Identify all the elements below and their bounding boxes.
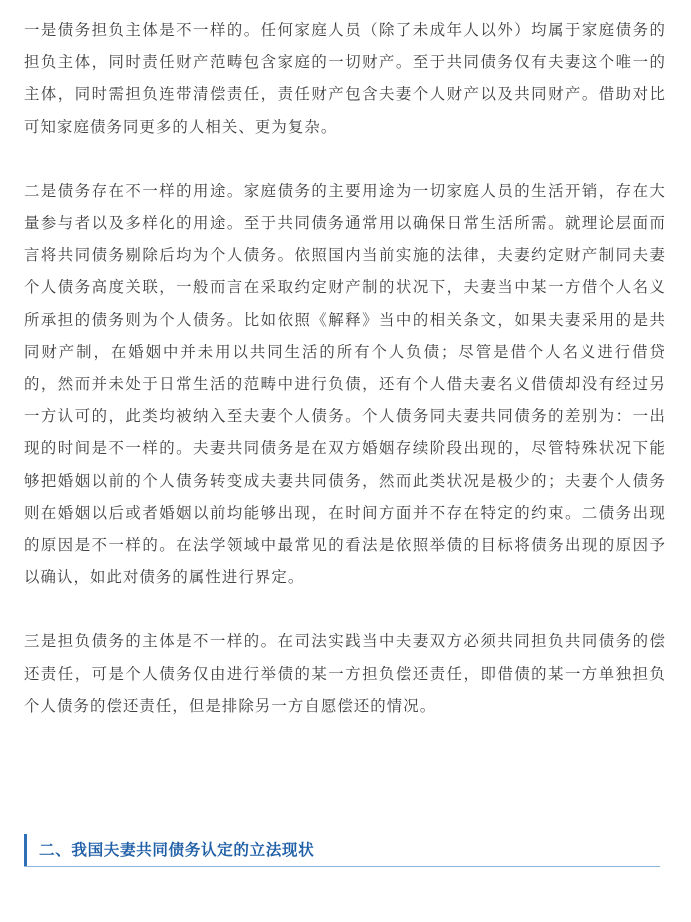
paragraph-three: 三是担负债务的主体是不一样的。在司法实践当中夫妻双方必须共同担负共同债务的偿还责任，可是个人债务仅由进行举债的某一方担负偿还责任，即借债的某一方单独担负个人债务的偿还责任，但是排除另一方自愿偿还的情况。 [24, 632, 666, 715]
section-heading [24, 834, 660, 867]
heading-accent-bar [24, 834, 27, 866]
paragraph-one: 一是债务担负主体是不一样的。任何家庭人员（除了未成年人以外）均属于家庭债务的担负主体，同时责任财产范畴包含家庭的一切财产。至于共同债务仅有夫妻这个唯一的主体，同时需担负连带清偿责任，责任财产包含夫妻个人财产以及共同财产。借助对比可知家庭债务同更多的人相关、更为复杂。 [24, 21, 666, 136]
section-heading-text: 二、我国夫妻共同债务认定的立法现状 [39, 841, 315, 859]
article-body [24, 14, 666, 722]
paragraph-two: 二是债务存在不一样的用途。家庭债务的主要用途为一切家庭人员的生活开销，存在大量参与者以及多样化的用途。至于共同债务通常用以确保日常生活所需。就理论层面而言将共同债务剔除后均为个人债务。依照国内当前实施的法律，夫妻约定财产制同夫妻个人债务高度关联，一般而言在采取约定财产制的状况下，夫妻当中某一方借个人名义所承担的债务则为个人债务。比如依照《解释》当中的相关条文，如果夫妻采用的是共同财产制，在婚姻中并未用以共同生活的所有个人负债；尽管是借个人名义进行借贷的，然而并未处于日常生活的范畴中进行负债，还有个人借夫妻名义借债却没有经过另一方认可的，此类均被纳入至夫妻个人债务。个人债务同夫妻共同债务的差别为：一出现的时间是不一样的。夫妻共同债务是在双方婚姻存续阶段出现的，尽管特殊状况下能够把婚姻以前的个人债务转变成夫妻共同债务，然而此类状况是极少的；夫妻个人债务则在婚姻以后或者婚姻以前均能够出现，在时间方面并不存在特定的约束。二债务出现的原因是不一样的。在法学领域中最常见的看法是依照举债的目标将债务出现的原因予以确认，如此对债务的属性进行界定。 [24, 181, 666, 587]
